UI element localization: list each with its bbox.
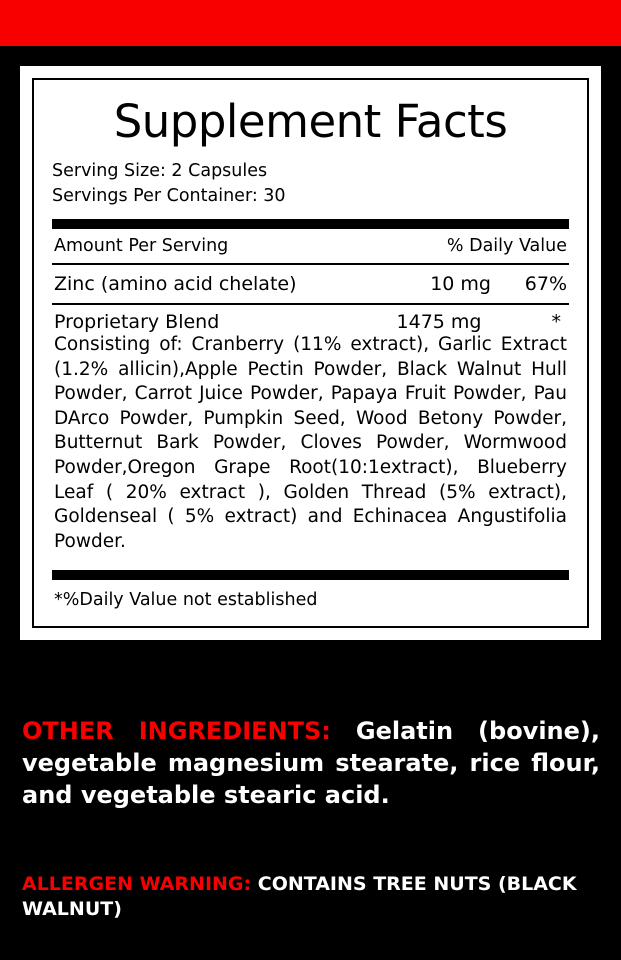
nutrient-amount: 10 mg bbox=[430, 272, 491, 295]
top-red-banner bbox=[0, 0, 621, 46]
other-ingredients-text: Gelatin (bovine), vegetable magnesium stearate, rice flour, and vegetable stearic acid. bbox=[22, 717, 600, 809]
nutrient-row-zinc bbox=[52, 265, 569, 303]
blend-name: Proprietary Blend bbox=[54, 310, 220, 333]
divider-thick-top bbox=[52, 219, 569, 229]
nutrient-daily-value: 67% bbox=[524, 272, 567, 295]
proprietary-blend-row bbox=[52, 305, 569, 333]
allergen-warning-block bbox=[22, 872, 600, 921]
divider-thick-bottom bbox=[52, 570, 569, 580]
blend-daily-value: * bbox=[551, 310, 561, 333]
daily-value-footnote: *%Daily Value not established bbox=[54, 590, 318, 611]
serving-size: Serving Size: 2 Capsules bbox=[52, 161, 268, 182]
other-ingredients-heading: OTHER INGREDIENTS: bbox=[22, 717, 331, 745]
allergen-warning-heading: ALLERGEN WARNING: bbox=[22, 873, 252, 895]
other-ingredients-block bbox=[22, 716, 600, 812]
amount-per-serving-label: Amount Per Serving bbox=[54, 235, 229, 256]
page-title: Supplement Facts bbox=[113, 95, 508, 148]
supplement-facts-box bbox=[32, 78, 589, 628]
supplement-facts-panel bbox=[20, 66, 601, 640]
servings-per-container: Servings Per Container: 30 bbox=[52, 186, 286, 207]
blend-ingredients: Consisting of: Cranberry (11% extract), Garlic Extract (1.2% allicin),Apple Pectin Powder, Black Walnut Hull Powder, Carrot Juice Powder, Papaya Fruit Powder, Pau DArco Powder, Pumpkin Seed, Wood Betony Powder, Butternut Bark Powder, Cloves Powder, Wormwood Powder,Oregon Grape Root(10:1extract), Blueberry Leaf ( 20% extract ), Golden Thread (5% extract), Goldenseal ( 5% extract) and Echinacea Angustifolia Powder. bbox=[54, 333, 567, 552]
daily-value-label: % Daily Value bbox=[446, 235, 567, 256]
amount-per-serving-header-row bbox=[52, 229, 569, 263]
blend-amount: 1475 mg bbox=[396, 310, 482, 333]
allergen-warning-text: CONTAINS TREE NUTS (BLACK WALNUT) bbox=[22, 873, 577, 920]
nutrient-name: Zinc (amino acid chelate) bbox=[54, 272, 297, 295]
